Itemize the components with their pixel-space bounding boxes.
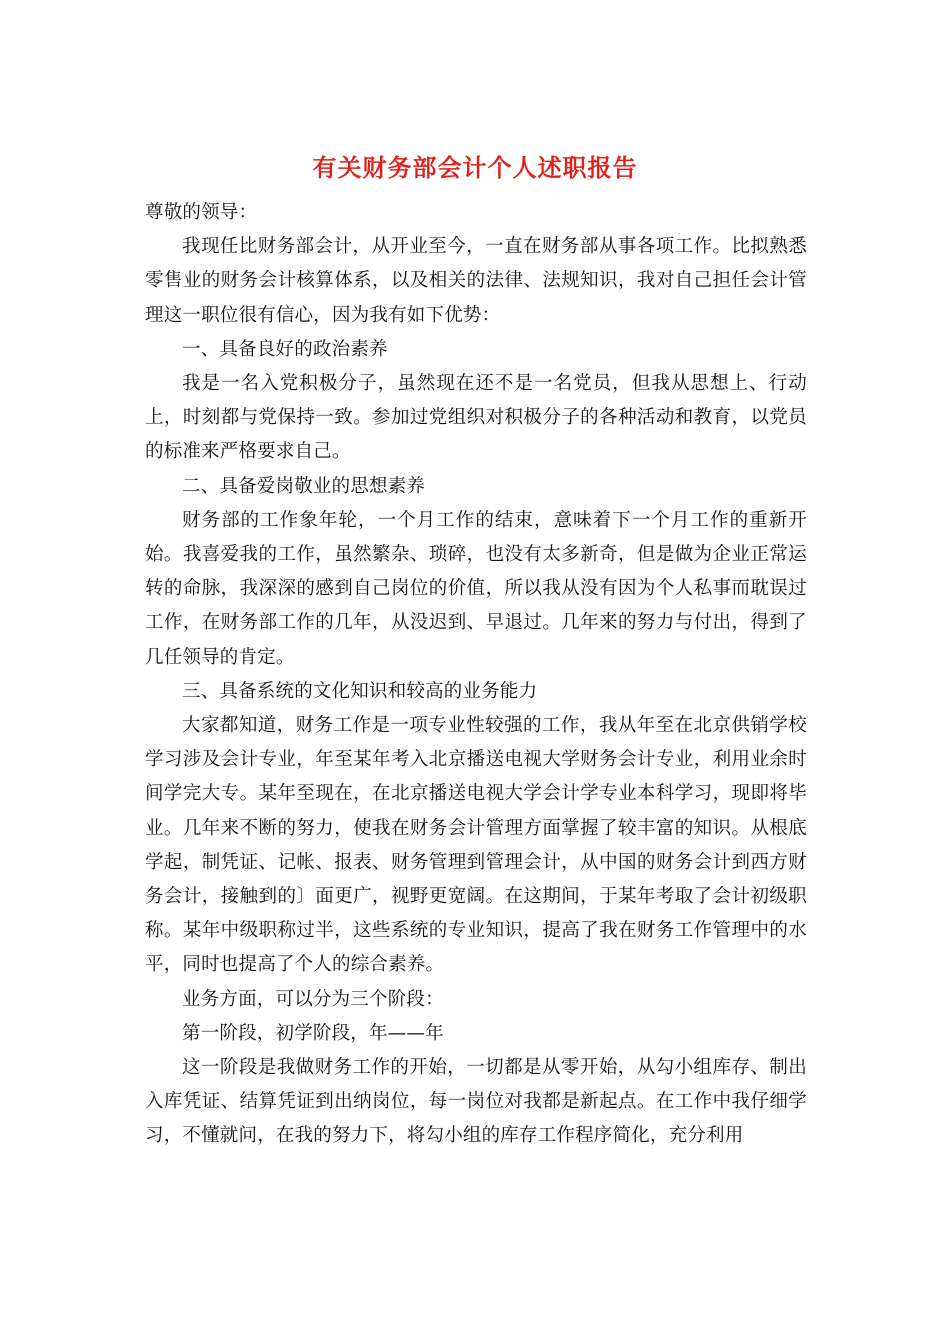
document-body [145, 196, 807, 1154]
paragraph: 业务方面，可以分为三个阶段： [182, 988, 444, 1010]
paragraph: 尊敬的领导： [145, 202, 258, 223]
paragraph: 我是一名入党积极分子，虽然现在还不是一名党员，但我从思想上、行动上，时刻都与党保持一致。参加过党组织对积极分子的各种活动和教育，以党员的标准来严格要求自己。 [145, 373, 807, 463]
paragraph: 三、具备系统的文化知识和较高的业务能力 [182, 680, 538, 702]
paragraph: 大家都知道，财务工作是一项专业性较强的工作，我从年至在北京供销学校学习涉及会计专业，年至某年考入北京播送电视大学财务会计专业，利用业余时间学完大专。某年至现在，在北京播送电视大学会计学专业本科学习，现即将毕业。几年来不断的努力，使我在财务会计管理方面掌握了较丰富的知识。从根底学起，制凭证、记帐、报表、财务管理到管理会计，从中国的财务会计到西方财务会计，接触到的〕面更广，视野更宽阔。在这期间，于某年考取了会计初级职称。某年中级职称过半，这些系统的专业知识，提高了我在财务工作管理中的水平，同时也提高了个人的综合素养。 [145, 715, 807, 976]
paragraph: 二、具备爱岗敬业的思想素养 [182, 475, 426, 497]
paragraph: 一、具备良好的政治素养 [182, 338, 388, 360]
paragraph: 我现任比财务部会计，从开业至今，一直在财务部从事各项工作。比拟熟悉零售业的财务会计核算体系，以及相关的法律、法规知识，我对自己担任会计管理这一职位很有信心，因为我有如下优势： [145, 236, 807, 326]
paragraph: 财务部的工作象年轮，一个月工作的结束，意味着下一个月工作的重新开始。我喜爱我的工作，虽然繁杂、琐碎，也没有太多新奇，但是做为企业正常运转的命脉，我深深的感到自己岗位的价值，所以我从没有因为个人私事而耽误过工作，在财务部工作的几年，从没迟到、早退过。几年来的努力与付出，得到了几任领导的肯定。 [145, 509, 807, 668]
document-title: 有关财务部会计个人述职报告 [312, 153, 638, 182]
paragraph: 这一阶段是我做财务工作的开始，一切都是从零开始，从勾小组库存、制出入库凭证、结算凭证到出纳岗位，每一岗位对我都是新起点。在工作中我仔细学习，不懂就问，在我的努力下，将勾小组的库存工作程序简化，充分利用 [145, 1057, 807, 1147]
paragraph: 第一阶段，初学阶段，年——年 [182, 1022, 444, 1044]
